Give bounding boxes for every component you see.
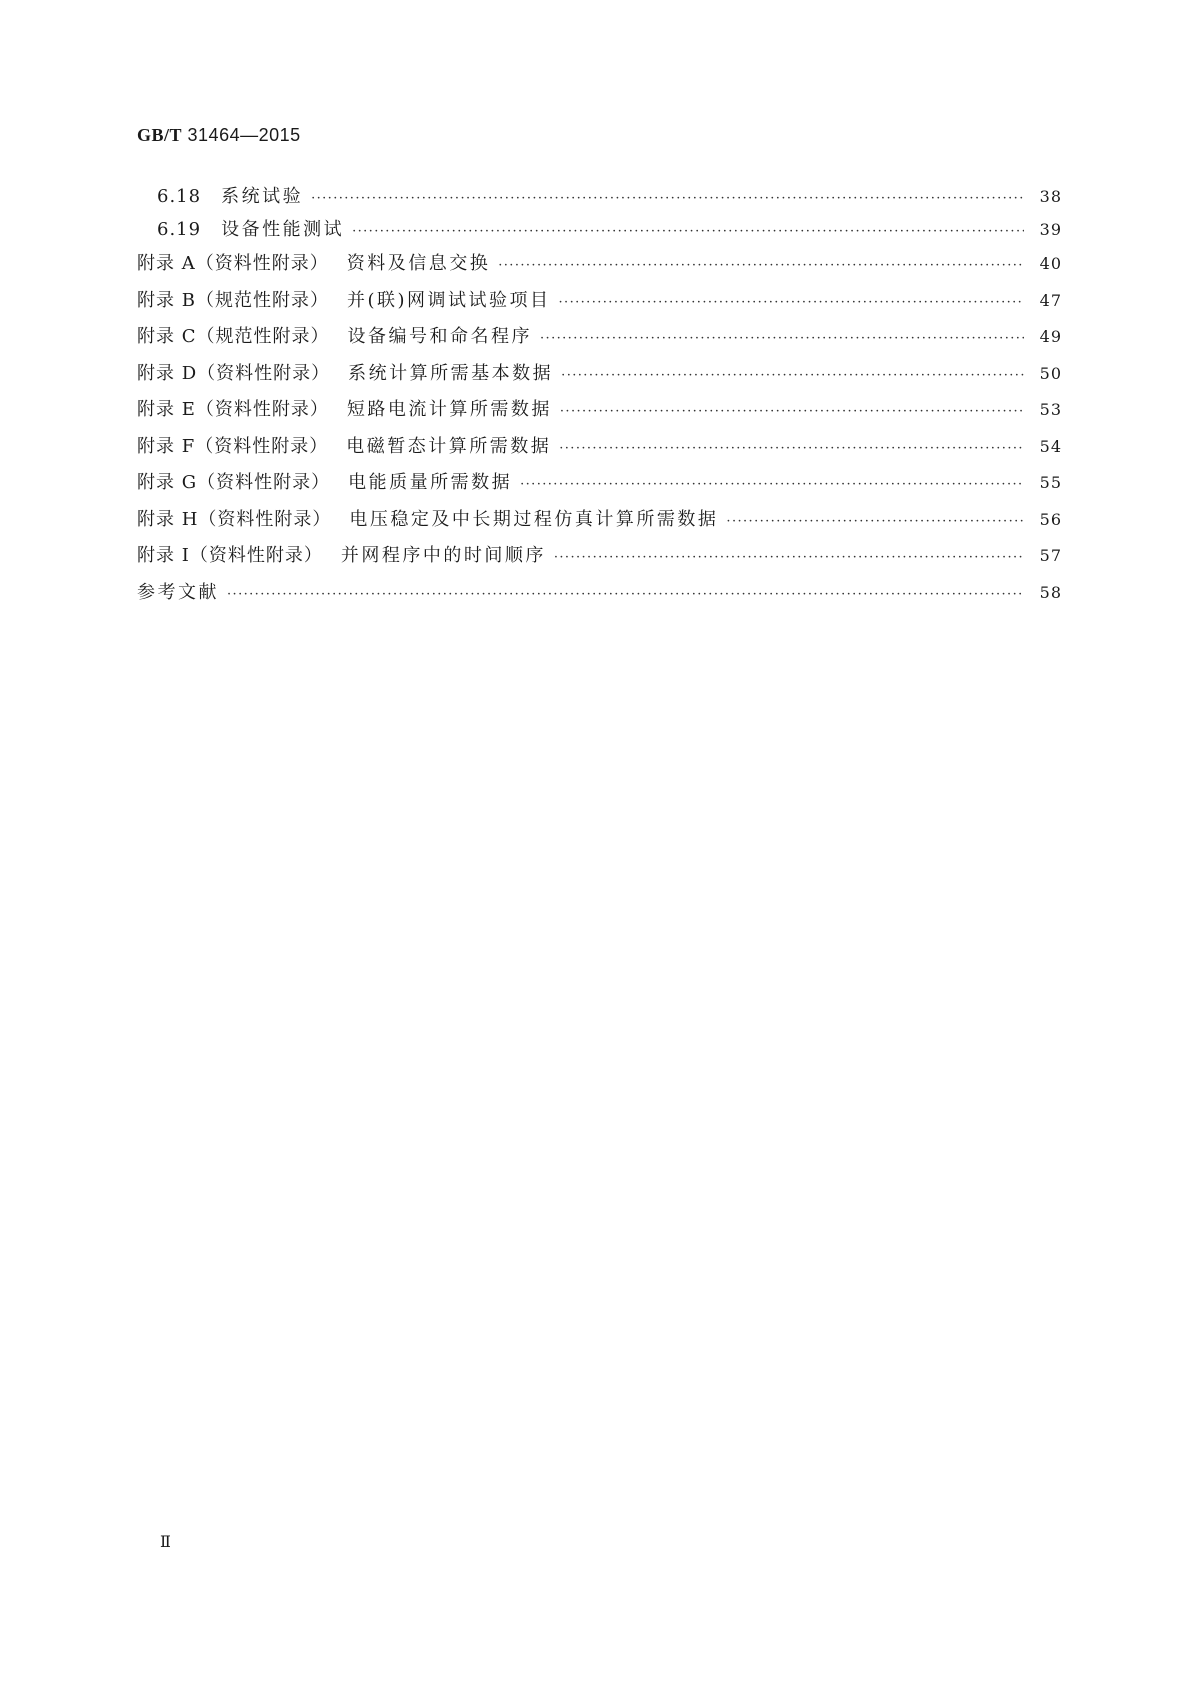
- dot-leader: [352, 215, 1024, 248]
- standard-number: 31464—2015: [187, 125, 301, 145]
- toc-entry-6-18[interactable]: [137, 180, 1062, 213]
- toc-entry-annex-h[interactable]: [137, 502, 1062, 539]
- toc-entry-number: 6.19: [157, 219, 202, 240]
- toc-entry-title: 并网程序中的时间顺序: [340, 545, 546, 566]
- dot-leader: [498, 248, 1024, 285]
- dot-leader: [559, 431, 1024, 468]
- toc-annex-label: 附录 D（资料性附录）: [137, 362, 331, 384]
- toc-entry-annex-d[interactable]: [137, 356, 1062, 393]
- toc-entry-page: 49: [1039, 327, 1062, 346]
- toc-annex-label: 附录 C（规范性附录）: [137, 326, 330, 347]
- toc-entry-page: 50: [1039, 363, 1062, 383]
- dot-leader: [520, 467, 1024, 504]
- toc-annex-label: 附录 F（资料性附录）: [137, 435, 329, 457]
- toc-entry-page: 38: [1039, 187, 1062, 206]
- toc-entry-title: 电能质量所需数据: [348, 472, 513, 493]
- toc-entry-annex-e[interactable]: [137, 392, 1062, 429]
- dot-leader: [726, 504, 1024, 541]
- toc-entry-page: 54: [1039, 436, 1062, 456]
- toc-annex-label: 附录 I（资料性附录）: [137, 545, 323, 566]
- toc-entry-page: 40: [1039, 254, 1062, 273]
- toc-entry-6-19[interactable]: [137, 213, 1062, 246]
- standard-prefix: GB/T: [137, 125, 183, 145]
- toc-entry-annex-f[interactable]: [137, 429, 1062, 466]
- toc-annex-label: 附录 A（资料性附录）: [137, 253, 329, 274]
- toc-entry-title: 系统计算所需基本数据: [348, 362, 554, 384]
- page-number: Ⅱ: [160, 1534, 171, 1551]
- toc-entry-page: 56: [1039, 509, 1062, 529]
- toc-entry-title: 并(联)网调试试验项目: [346, 289, 551, 311]
- toc-entry-references[interactable]: [137, 575, 1062, 612]
- table-of-contents: [137, 180, 1062, 611]
- toc-entry-number: 6.18: [157, 186, 202, 207]
- dot-leader: [560, 394, 1024, 431]
- dot-leader: [540, 321, 1024, 358]
- dot-leader: [227, 577, 1024, 614]
- toc-entry-annex-g[interactable]: [137, 465, 1062, 502]
- dot-leader: [561, 358, 1024, 395]
- toc-entry-page: 55: [1039, 473, 1062, 492]
- document-code: [137, 125, 301, 146]
- toc-entry-title: 电磁暂态计算所需数据: [346, 435, 552, 457]
- toc-annex-label: 附录 G（资料性附录）: [137, 472, 331, 493]
- toc-entry-annex-b[interactable]: [137, 283, 1062, 320]
- toc-annex-label: 附录 E（资料性附录）: [137, 399, 329, 420]
- toc-entry-title: 电压稳定及中长期过程仿真计算所需数据: [349, 508, 719, 530]
- toc-entry-page: 53: [1039, 400, 1062, 419]
- toc-entry-title: 资料及信息交换: [346, 253, 491, 274]
- dot-leader: [559, 285, 1025, 322]
- toc-entry-title: 设备性能测试: [221, 219, 345, 240]
- toc-entry-annex-a[interactable]: [137, 246, 1062, 283]
- dot-leader: [554, 540, 1024, 577]
- toc-entry-page: 39: [1039, 220, 1062, 239]
- toc-entry-annex-c[interactable]: [137, 319, 1062, 356]
- toc-entry-page: 58: [1039, 582, 1062, 602]
- toc-entry-title: 设备编号和命名程序: [347, 326, 532, 347]
- toc-entry-title: 参考文献: [137, 581, 219, 603]
- dot-leader: [311, 182, 1024, 215]
- toc-entry-page: 57: [1039, 546, 1062, 565]
- toc-entry-title: 系统试验: [221, 186, 304, 207]
- toc-entry-page: 47: [1039, 290, 1062, 310]
- toc-annex-label: 附录 H（资料性附录）: [137, 508, 332, 530]
- toc-entry-title: 短路电流计算所需数据: [346, 399, 552, 420]
- toc-entry-annex-i[interactable]: [137, 538, 1062, 575]
- toc-annex-label: 附录 B（规范性附录）: [137, 289, 329, 311]
